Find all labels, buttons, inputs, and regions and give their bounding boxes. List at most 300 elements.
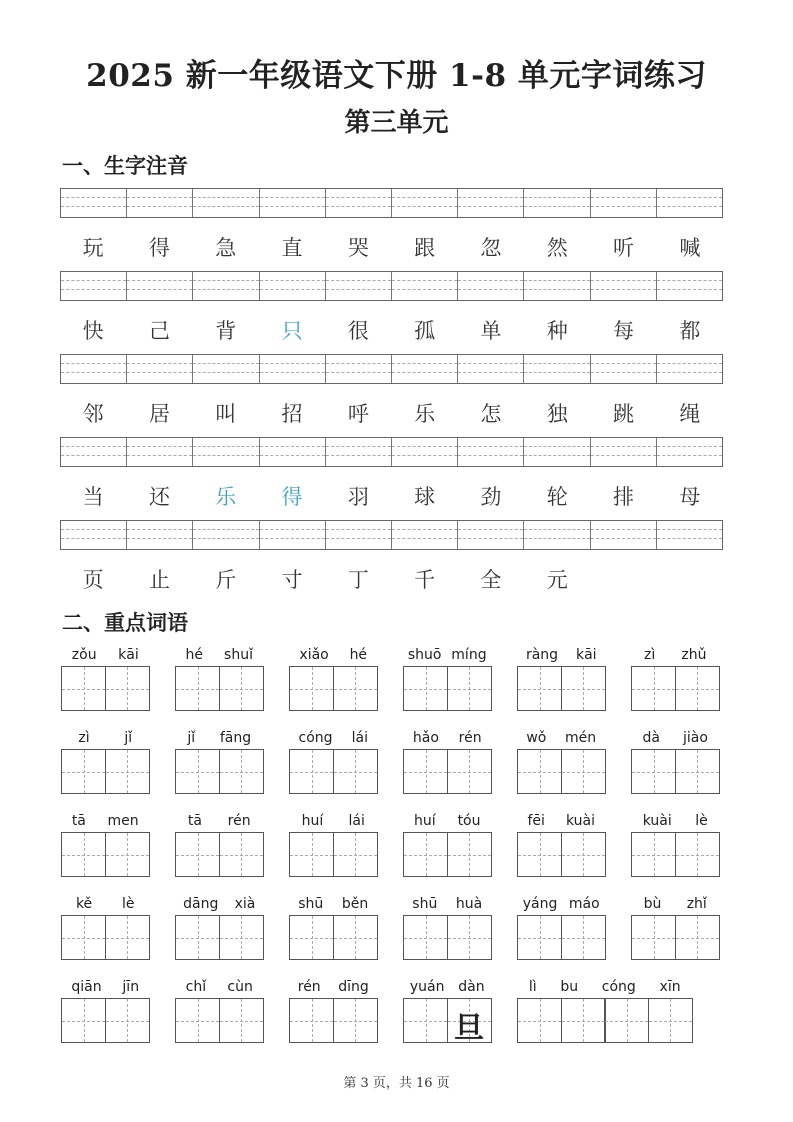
pinyin-syllable: zhǔ — [681, 647, 707, 663]
character: 快 — [82, 319, 104, 343]
pinyin-syllable: jǐ — [124, 730, 133, 746]
pinyin-syllable: bù — [643, 896, 662, 912]
pinyin-syllable: lè — [122, 896, 135, 912]
pinyin-cell[interactable] — [61, 355, 127, 383]
word-item — [403, 978, 492, 1046]
pinyin-syllable: jiào — [683, 730, 708, 746]
pinyin-cell[interactable] — [458, 438, 524, 466]
pinyin-cell[interactable] — [260, 189, 326, 217]
pinyin-cell[interactable] — [524, 272, 590, 300]
character: 跟 — [414, 236, 436, 260]
character: 轮 — [546, 485, 568, 509]
pinyin-syllable: mén — [565, 730, 597, 746]
pinyin-cell[interactable] — [127, 438, 193, 466]
character-row — [60, 564, 723, 594]
pinyin-cell[interactable] — [591, 521, 657, 549]
pinyin-syllable: hé — [349, 647, 368, 663]
writing-boxes — [517, 749, 606, 794]
character: 很 — [347, 319, 369, 343]
character: 绳 — [679, 402, 701, 426]
word-item — [403, 895, 492, 960]
pinyin-cell[interactable] — [524, 189, 590, 217]
character-row — [60, 315, 723, 345]
word-item — [517, 978, 693, 1043]
writing-boxes — [175, 832, 264, 877]
pinyin-cell[interactable] — [193, 521, 259, 549]
tianzige-box[interactable] — [675, 749, 720, 794]
pinyin-cell[interactable] — [392, 438, 458, 466]
pinyin-cell[interactable] — [458, 355, 524, 383]
word-pinyin — [631, 895, 720, 913]
tianzige-box[interactable] — [105, 749, 150, 794]
tianzige-box[interactable] — [631, 666, 676, 711]
tianzige-box[interactable] — [675, 915, 720, 960]
tianzige-box[interactable] — [675, 666, 720, 711]
word-item — [517, 895, 606, 960]
unit-title: 第三单元 — [344, 108, 449, 138]
writing-boxes — [175, 915, 264, 960]
tianzige-box[interactable] — [403, 998, 448, 1043]
character-row — [60, 232, 723, 262]
pinyin-syllable: jīn — [122, 979, 140, 995]
pinyin-syllable: zǒu — [71, 647, 97, 663]
pinyin-syllable: dīng — [338, 979, 369, 995]
tianzige-box[interactable] — [61, 998, 106, 1043]
pinyin-cell[interactable] — [61, 189, 127, 217]
page-footer: 第 3 页，共 16 页 — [343, 1076, 450, 1091]
tianzige-box[interactable] — [333, 749, 378, 794]
pinyin-syllable: dàn — [458, 979, 485, 995]
section-heading-words: 二、重点词语 — [62, 610, 188, 635]
writing-boxes — [175, 998, 264, 1043]
writing-boxes — [289, 666, 378, 711]
pinyin-syllable: míng — [451, 647, 487, 663]
tianzige-box[interactable] — [219, 998, 264, 1043]
pinyin-syllable: ràng — [525, 647, 559, 663]
tianzige-box[interactable] — [105, 915, 150, 960]
character: 呼 — [347, 402, 369, 426]
character: 元 — [546, 568, 568, 592]
writing-boxes — [61, 749, 150, 794]
character: 单 — [480, 319, 502, 343]
tianzige-box[interactable] — [561, 998, 606, 1043]
pinyin-cell[interactable] — [326, 355, 392, 383]
writing-boxes — [289, 749, 378, 794]
character: 孤 — [414, 319, 436, 343]
pinyin-cell[interactable] — [61, 438, 127, 466]
pinyin-syllable: dāng — [183, 896, 219, 912]
tianzige-box[interactable] — [219, 915, 264, 960]
pinyin-syllable: shū — [412, 896, 438, 912]
tianzige-box[interactable] — [631, 915, 676, 960]
pinyin-syllable: zì — [78, 730, 90, 746]
pinyin-cell[interactable] — [193, 272, 259, 300]
pinyin-cell[interactable] — [260, 521, 326, 549]
character: 得 — [281, 485, 303, 509]
word-item — [517, 812, 606, 877]
writing-boxes — [403, 915, 492, 960]
pinyin-syllable: zhǐ — [686, 896, 707, 912]
pinyin-cell[interactable] — [193, 438, 259, 466]
word-pinyin — [175, 646, 264, 664]
word-pinyin — [403, 646, 492, 664]
pinyin-writing-strip[interactable] — [60, 188, 723, 218]
pinyin-syllable: kāi — [118, 647, 139, 663]
word-item — [517, 646, 606, 711]
tianzige-box[interactable] — [604, 998, 649, 1043]
word-pinyin — [517, 646, 606, 664]
word-item — [175, 812, 264, 877]
pinyin-cell[interactable] — [458, 521, 524, 549]
tianzige-box[interactable] — [219, 832, 264, 877]
tianzige-box[interactable] — [289, 998, 334, 1043]
character: 邻 — [82, 402, 104, 426]
pinyin-cell[interactable] — [326, 521, 392, 549]
tianzige-box[interactable] — [175, 998, 220, 1043]
word-pinyin — [289, 729, 378, 747]
pinyin-syllable: yáng — [522, 896, 558, 912]
pinyin-syllable: hǎo — [412, 730, 439, 746]
tianzige-box[interactable] — [105, 832, 150, 877]
writing-boxes — [631, 749, 720, 794]
word-item — [289, 812, 378, 877]
character: 居 — [148, 402, 170, 426]
pinyin-syllable: tā — [71, 813, 86, 829]
tianzige-box[interactable] — [289, 915, 334, 960]
character: 己 — [148, 319, 170, 343]
writing-boxes — [403, 749, 492, 794]
pinyin-cell[interactable] — [458, 189, 524, 217]
tianzige-box[interactable] — [403, 832, 448, 877]
word-pinyin — [61, 646, 150, 664]
pinyin-cell[interactable] — [657, 521, 722, 549]
writing-boxes — [289, 998, 378, 1043]
word-item — [61, 646, 150, 711]
pinyin-cell[interactable] — [326, 189, 392, 217]
pinyin-syllable: fāng — [219, 730, 252, 746]
pinyin-syllable: bu — [560, 979, 579, 995]
word-pinyin — [631, 812, 720, 830]
pinyin-cell[interactable] — [591, 438, 657, 466]
pinyin-syllable: xiǎo — [299, 647, 329, 663]
pinyin-cell[interactable] — [657, 272, 722, 300]
word-item — [289, 646, 378, 711]
word-pinyin — [175, 812, 264, 830]
pinyin-syllable: hé — [185, 647, 204, 663]
character-row — [60, 398, 723, 428]
writing-boxes — [289, 915, 378, 960]
pinyin-syllable: huà — [455, 896, 483, 912]
tianzige-box[interactable] — [517, 666, 562, 711]
tianzige-box[interactable] — [61, 915, 106, 960]
character: 寸 — [281, 568, 303, 592]
tianzige-box[interactable] — [517, 749, 562, 794]
tianzige-box[interactable] — [333, 666, 378, 711]
pinyin-syllable: lái — [348, 813, 365, 829]
tianzige-box[interactable] — [403, 749, 448, 794]
tianzige-box[interactable] — [447, 832, 492, 877]
writing-boxes — [631, 666, 720, 711]
character: 然 — [546, 236, 568, 260]
tianzige-box[interactable] — [561, 915, 606, 960]
character: 全 — [480, 568, 502, 592]
writing-boxes — [61, 998, 150, 1043]
pinyin-syllable: rén — [297, 979, 321, 995]
pinyin-cell[interactable] — [524, 355, 590, 383]
word-item — [175, 729, 264, 794]
pinyin-cell[interactable] — [524, 438, 590, 466]
word-pinyin — [61, 978, 150, 996]
character: 排 — [613, 485, 635, 509]
tianzige-box[interactable] — [289, 749, 334, 794]
pinyin-syllable: cóng — [298, 730, 333, 746]
pinyin-cell[interactable] — [127, 521, 193, 549]
writing-boxes — [631, 832, 720, 877]
writing-boxes — [175, 749, 264, 794]
pinyin-cell[interactable] — [392, 521, 458, 549]
page-title: 2025 新一年级语文下册 1-8 单元字词练习 — [86, 58, 707, 94]
word-item — [517, 729, 606, 794]
writing-boxes — [61, 666, 150, 711]
word-item — [289, 895, 378, 960]
word-pinyin — [289, 646, 378, 664]
tianzige-box[interactable] — [333, 998, 378, 1043]
tianzige-box[interactable] — [447, 666, 492, 711]
pinyin-cell[interactable] — [591, 355, 657, 383]
pinyin-syllable: kě — [75, 896, 93, 912]
tianzige-box[interactable] — [561, 749, 606, 794]
tianzige-box[interactable] — [447, 749, 492, 794]
character: 球 — [414, 485, 436, 509]
pinyin-syllable: fēi — [527, 813, 545, 829]
word-item — [403, 729, 492, 794]
given-character: 旦 — [454, 1011, 484, 1046]
word-item — [61, 812, 150, 877]
word-item — [403, 646, 492, 711]
section-heading-characters: 一、生字注音 — [62, 153, 188, 178]
pinyin-syllable: huí — [301, 813, 324, 829]
writing-boxes — [289, 832, 378, 877]
pinyin-cell[interactable] — [127, 272, 193, 300]
tianzige-box[interactable] — [447, 998, 492, 1046]
tianzige-box[interactable] — [289, 832, 334, 877]
pinyin-cell[interactable] — [260, 272, 326, 300]
word-item — [175, 978, 264, 1043]
tianzige-box[interactable] — [219, 749, 264, 794]
pinyin-cell[interactable] — [458, 272, 524, 300]
word-pinyin — [403, 978, 492, 996]
tianzige-box[interactable] — [61, 666, 106, 711]
character: 直 — [281, 236, 303, 260]
pinyin-cell[interactable] — [657, 189, 722, 217]
pinyin-syllable: xià — [234, 896, 256, 912]
word-pinyin — [403, 729, 492, 747]
pinyin-cell[interactable] — [61, 521, 127, 549]
tianzige-box[interactable] — [561, 832, 606, 877]
tianzige-box[interactable] — [648, 998, 693, 1043]
writing-boxes — [175, 666, 264, 711]
word-pinyin — [175, 895, 264, 913]
pinyin-writing-strip[interactable] — [60, 354, 723, 384]
word-pinyin — [517, 895, 606, 913]
word-item — [61, 895, 150, 960]
tianzige-box[interactable] — [105, 998, 150, 1043]
word-item — [175, 895, 264, 960]
pinyin-cell[interactable] — [260, 438, 326, 466]
pinyin-syllable: kāi — [575, 647, 597, 663]
pinyin-syllable: kuài — [642, 813, 672, 829]
character: 怎 — [480, 402, 502, 426]
tianzige-box[interactable] — [175, 832, 220, 877]
pinyin-syllable: tā — [187, 813, 202, 829]
pinyin-syllable: shuǐ — [224, 647, 253, 663]
tianzige-box[interactable] — [175, 666, 220, 711]
character: 哭 — [347, 236, 369, 260]
tianzige-box[interactable] — [631, 832, 676, 877]
word-item — [175, 646, 264, 711]
tianzige-box[interactable] — [333, 915, 378, 960]
word-item — [61, 978, 150, 1043]
pinyin-cell[interactable] — [392, 189, 458, 217]
pinyin-cell[interactable] — [591, 189, 657, 217]
tianzige-box[interactable] — [447, 915, 492, 960]
writing-boxes — [631, 915, 720, 960]
pinyin-cell[interactable] — [326, 272, 392, 300]
pinyin-cell[interactable] — [392, 272, 458, 300]
pinyin-cell[interactable] — [260, 355, 326, 383]
pinyin-syllable: lì — [528, 979, 537, 995]
pinyin-syllable: shū — [298, 896, 324, 912]
tianzige-box[interactable] — [105, 666, 150, 711]
character: 叫 — [215, 402, 237, 426]
word-item — [631, 895, 720, 960]
character: 母 — [679, 485, 701, 509]
pinyin-cell[interactable] — [657, 355, 722, 383]
word-pinyin — [289, 895, 378, 913]
pinyin-syllable: lè — [695, 813, 708, 829]
pinyin-syllable: huí — [413, 813, 436, 829]
pinyin-syllable: rén — [227, 813, 251, 829]
word-pinyin — [175, 729, 264, 747]
tianzige-box[interactable] — [289, 666, 334, 711]
tianzige-box[interactable] — [61, 832, 106, 877]
pinyin-syllable: tóu — [457, 813, 481, 829]
word-pinyin — [175, 978, 264, 996]
tianzige-box[interactable] — [333, 832, 378, 877]
tianzige-box[interactable] — [403, 915, 448, 960]
character: 背 — [215, 319, 237, 343]
character: 止 — [148, 568, 170, 592]
word-pinyin — [289, 978, 378, 996]
tianzige-box[interactable] — [219, 666, 264, 711]
word-pinyin — [61, 812, 150, 830]
tianzige-box[interactable] — [561, 666, 606, 711]
character: 乐 — [414, 402, 436, 426]
character: 劲 — [480, 485, 502, 509]
word-pinyin — [61, 895, 150, 913]
tianzige-box[interactable] — [175, 749, 220, 794]
pinyin-syllable: rén — [458, 730, 482, 746]
character: 当 — [82, 485, 104, 509]
character: 招 — [281, 402, 303, 426]
word-item — [631, 646, 720, 711]
pinyin-syllable: yuán — [409, 979, 445, 995]
tianzige-box[interactable] — [175, 915, 220, 960]
pinyin-syllable: máo — [568, 896, 600, 912]
word-item — [403, 812, 492, 877]
character: 页 — [82, 568, 104, 592]
character: 种 — [546, 319, 568, 343]
word-pinyin — [289, 812, 378, 830]
pinyin-syllable: lái — [351, 730, 368, 746]
tianzige-box[interactable] — [517, 915, 562, 960]
pinyin-cell[interactable] — [524, 521, 590, 549]
word-pinyin — [61, 729, 150, 747]
pinyin-syllable: dà — [642, 730, 660, 746]
writing-boxes — [517, 666, 606, 711]
pinyin-cell[interactable] — [657, 438, 722, 466]
word-pinyin — [517, 812, 606, 830]
pinyin-syllable: zì — [644, 647, 656, 663]
pinyin-writing-strip[interactable] — [60, 271, 723, 301]
character: 听 — [613, 236, 635, 260]
pinyin-cell[interactable] — [193, 189, 259, 217]
character: 只 — [281, 319, 303, 343]
pinyin-cell[interactable] — [591, 272, 657, 300]
pinyin-syllable: cóng — [601, 979, 636, 995]
pinyin-writing-strip[interactable] — [60, 437, 723, 467]
word-item — [289, 978, 378, 1043]
word-pinyin — [403, 812, 492, 830]
pinyin-syllable: qiān — [71, 979, 102, 995]
word-item — [289, 729, 378, 794]
tianzige-box[interactable] — [675, 832, 720, 877]
character: 跳 — [613, 402, 635, 426]
pinyin-cell[interactable] — [127, 355, 193, 383]
word-item — [631, 729, 720, 794]
tianzige-box[interactable] — [517, 998, 562, 1043]
tianzige-box[interactable] — [631, 749, 676, 794]
character: 独 — [546, 402, 568, 426]
pinyin-writing-strip[interactable] — [60, 520, 723, 550]
pinyin-cell[interactable] — [61, 272, 127, 300]
pinyin-syllable: kuài — [565, 813, 595, 829]
character: 丁 — [347, 568, 369, 592]
tianzige-box[interactable] — [403, 666, 448, 711]
pinyin-cell[interactable] — [127, 189, 193, 217]
word-item — [631, 812, 720, 877]
writing-boxes — [61, 915, 150, 960]
tianzige-box[interactable] — [61, 749, 106, 794]
pinyin-syllable: xīn — [659, 979, 681, 995]
pinyin-syllable: běn — [341, 896, 369, 912]
pinyin-syllable: men — [107, 813, 139, 829]
character: 都 — [679, 319, 701, 343]
character: 急 — [215, 236, 237, 260]
character: 羽 — [347, 485, 369, 509]
pinyin-cell[interactable] — [392, 355, 458, 383]
pinyin-cell[interactable] — [193, 355, 259, 383]
tianzige-box[interactable] — [517, 832, 562, 877]
writing-boxes — [517, 998, 693, 1043]
writing-boxes — [61, 832, 150, 877]
character: 乐 — [215, 485, 237, 509]
pinyin-syllable: shuō — [407, 647, 442, 663]
writing-boxes — [403, 998, 492, 1046]
pinyin-cell[interactable] — [326, 438, 392, 466]
pinyin-syllable: wǒ — [526, 730, 547, 746]
writing-boxes — [517, 832, 606, 877]
